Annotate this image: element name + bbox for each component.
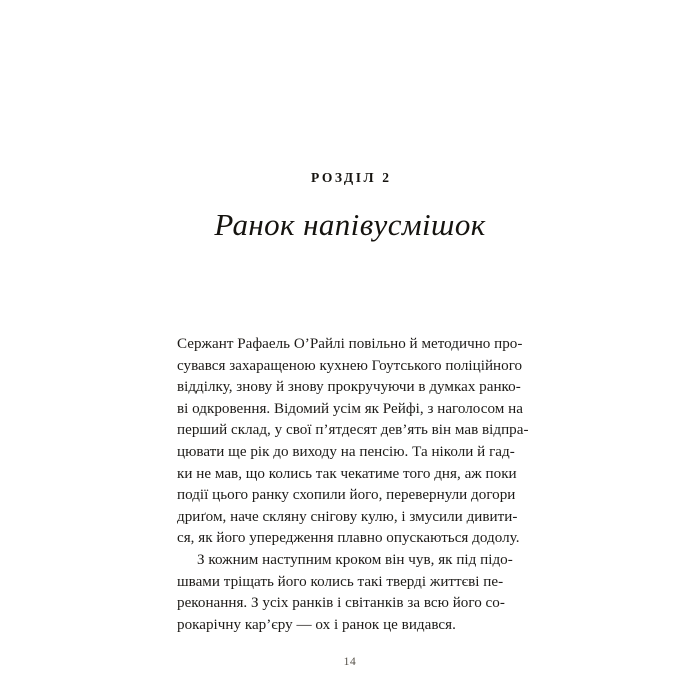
body-line: події цього ранку схопили його, перевернули догори bbox=[177, 487, 516, 504]
body-text bbox=[177, 334, 529, 636]
chapter-label: РОЗДІЛ 2 bbox=[311, 170, 392, 185]
body-line: сувався захаращеною кухнею Гоутського поліційного bbox=[177, 357, 523, 374]
body-line: ся, як його упередження плавно опускаються додолу. bbox=[177, 530, 520, 547]
page-number: 14 bbox=[343, 656, 357, 668]
body-line: ки не мав, що колись так чекатиме того дня, аж поки bbox=[177, 465, 517, 482]
body-line: Сержант Рафаель О’Райлі повільно й методично про- bbox=[177, 336, 523, 352]
body-line: відділку, знову й знову прокручуючи в думках ранко- bbox=[177, 379, 521, 396]
body-line: рокарічну кар’єру — ох і ранок це видався. bbox=[177, 616, 456, 633]
body-line: З кожним наступним кроком він чув, як під підо- bbox=[197, 551, 513, 568]
body-line: перший склад, у свої п’ятдесят дев’ять він мав відпра- bbox=[177, 422, 529, 439]
body-line: ві одкровення. Відомий усім як Рейфі, з наголосом на bbox=[177, 400, 523, 417]
chapter-heading bbox=[0, 168, 700, 245]
body-line: дриґом, наче скляну снігову кулю, і змусили дивити- bbox=[177, 508, 518, 525]
body-line: швами тріщать його колись такі тверді життєві пе- bbox=[177, 573, 504, 590]
chapter-title: Ранок напівусмішок bbox=[214, 207, 486, 242]
body-line: цювати ще рік до виходу на пенсію. Та ніколи й гад- bbox=[177, 443, 515, 460]
body-line: реконання. З усіх ранків і світанків за всю його со- bbox=[177, 595, 505, 612]
